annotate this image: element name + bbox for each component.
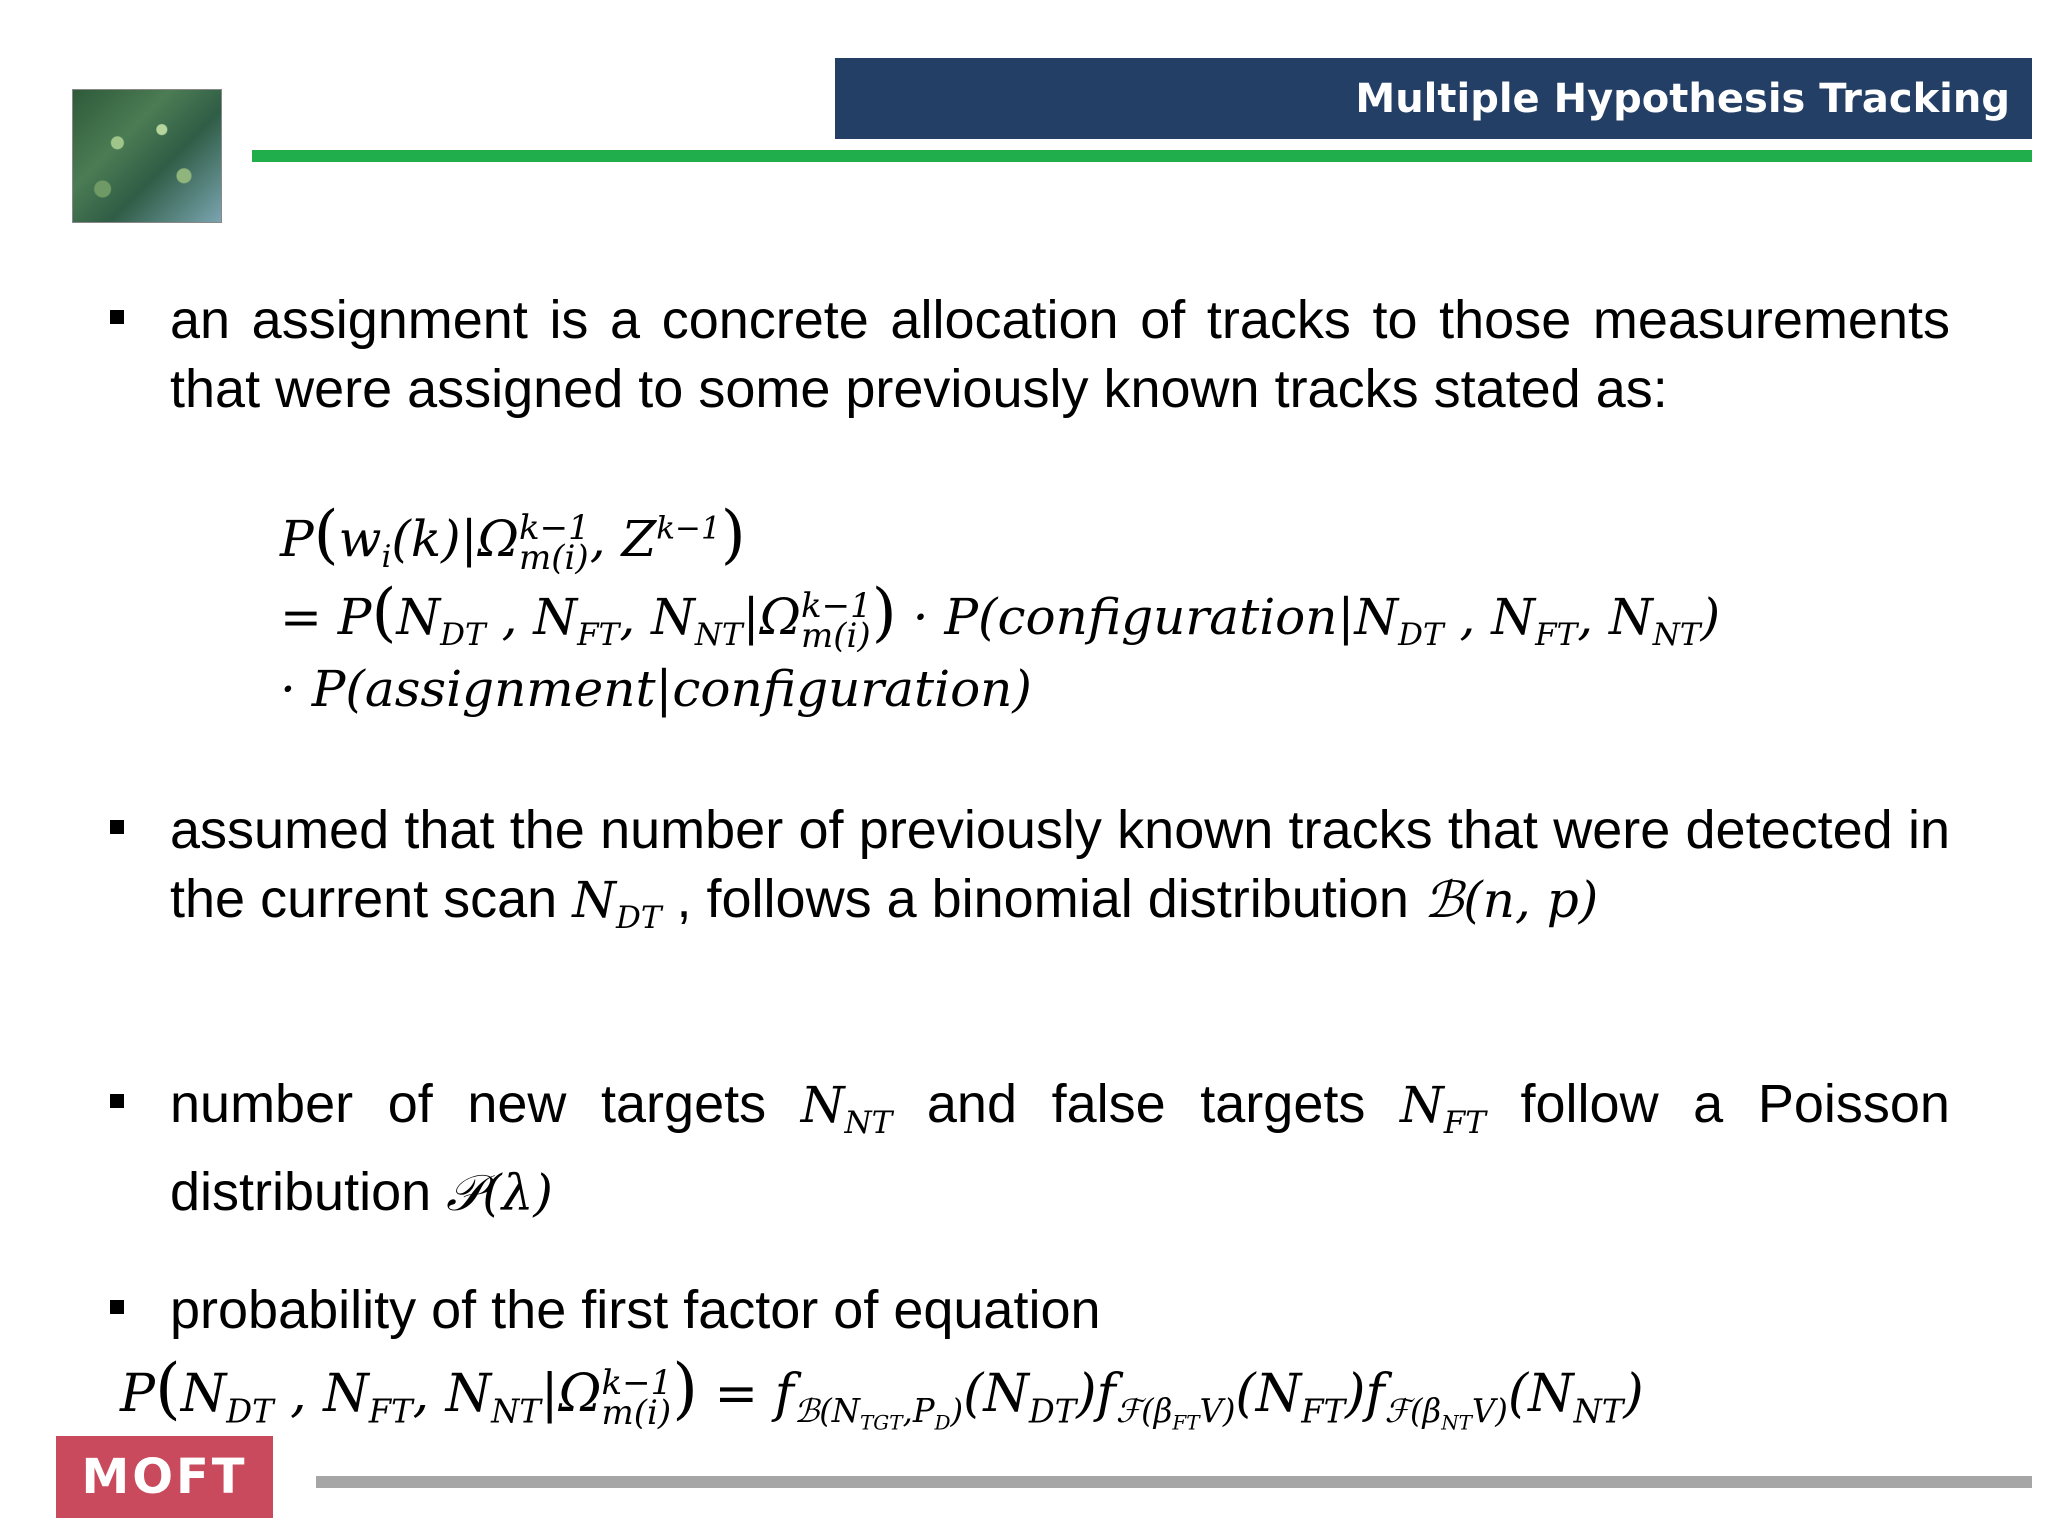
moft-logo (56, 1436, 273, 1518)
equation-1-line-1: $P(w_i(k)|\Omega$ k−1 m(i) , $Z^{k-1}$) (280, 498, 746, 578)
bullet-3-text-b: and false targets (926, 1074, 1366, 1134)
binomial-distribution: ℬ(n, p) (1423, 871, 1599, 929)
bullet-marker (110, 310, 124, 324)
bullet-marker (110, 1094, 124, 1108)
bullet-1-text: an assignment is a concrete allocation of tracks to those measurements that were assigned to some previously known tracks stated as: (170, 290, 1950, 419)
footer-gray-rule (316, 1476, 2032, 1488)
symbol-ndt: $N_{DT}$ (572, 871, 662, 936)
bullet-4-text: probability of the first factor of equation (170, 1280, 1101, 1340)
bullet-1 (106, 286, 1956, 424)
symbol-nft: $N_{FT}$ (1399, 1076, 1486, 1141)
bullet-4 (106, 1276, 1956, 1345)
logo-text: MOFT (81, 1449, 248, 1505)
bullet-2-text-before: assumed that the number of previously known tracks that were detected in the current scan (170, 800, 1950, 929)
bullet-2 (106, 796, 1956, 953)
equation-1-line-2: = $P(N_{DT}$ , $N_{FT}$, $N_{NT}|\Omega$ k−1 m(i) ) · $P(configuration|N_{DT}$ , $N_{FT}$, $N_{NT}$) (280, 576, 1721, 656)
poisson-distribution: 𝒫(λ) (446, 1164, 553, 1222)
bullet-3-text-a: number of new targets (170, 1074, 767, 1134)
bullet-marker (110, 820, 124, 834)
slide-title: Multiple Hypothesis Tracking (1355, 75, 2010, 122)
symbol-nnt: $N_{NT}$ (800, 1076, 893, 1141)
bullet-3 (106, 1070, 1956, 1228)
equation-2: $P(N_{DT}$ , $N_{FT}$, $N_{NT}|\Omega$ k−1 m(i) ) = $f_{ℬ(N_{TGT},P_D)}(N_{DT})f_{ℱ(\beta_{FT}V)}(N_{FT})f_{ℱ(\beta_{NT}V)}(N_{NT})$ (120, 1350, 1644, 1435)
bullet-3-text-c: follow a Poisson distribution (170, 1074, 1950, 1222)
bullet-2-text-after: , follows a binomial distribution (676, 869, 1409, 929)
equation-1-line-3: · P(assignment|configuration) (280, 660, 1032, 718)
bullet-marker (110, 1300, 124, 1314)
